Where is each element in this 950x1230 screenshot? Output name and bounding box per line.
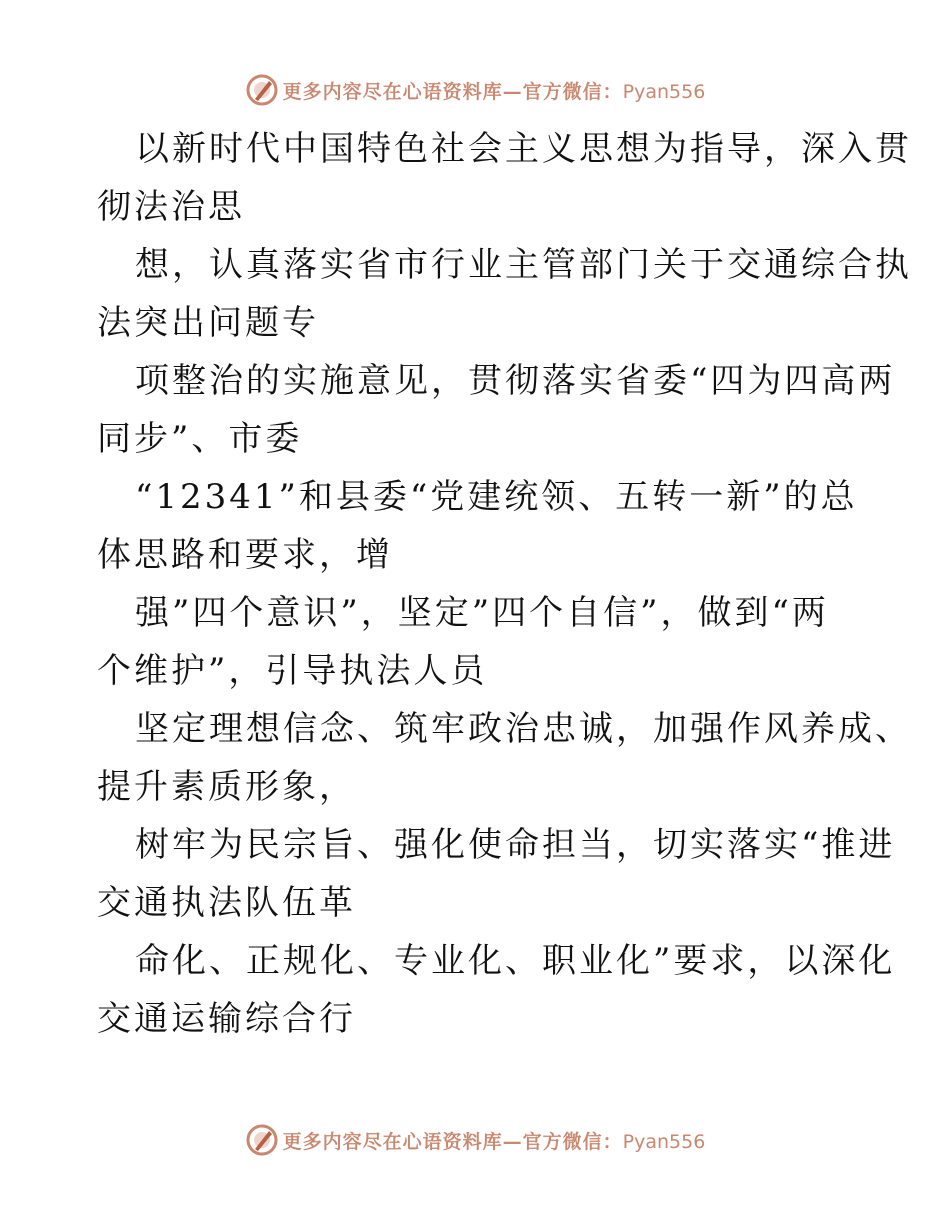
body-line: 以新时代中国特色社会主义思想为指导，深入贯 [135,129,912,169]
watermark-text: 更多内容尽在心语资料库—官方微信： [282,1130,623,1153]
document-body [97,120,912,1048]
watermark-text: 更多内容尽在心语资料库—官方微信： [282,80,623,103]
body-line: “12341”和县委“党建统领、五转一新”的总 [135,477,858,517]
quill-circle-icon [245,73,279,107]
body-line: 彻法治思 [97,187,245,227]
body-line: 项整治的实施意见，贯彻落实省委“四为四高两 [135,361,896,401]
watermark-id: Pyan556 [622,80,706,103]
body-line: 坚定理想信念、筑牢政治忠诚，加强作风养成、 [135,709,912,749]
body-line: 交通执法队伍革 [97,883,356,923]
header-watermark [0,70,950,110]
body-line: 提升素质形象， [97,767,356,807]
body-line: 树牢为民宗旨、强化使命担当，切实落实“推进 [135,825,896,865]
body-line: 个维护”，引导执法人员 [97,651,488,691]
body-line: 想，认真落实省市行业主管部门关于交通综合执 [135,245,912,285]
body-line: 法突出问题专 [97,303,319,343]
watermark-id: Pyan556 [622,1130,706,1153]
body-line: 强”四个意识”，坚定”四个自信”，做到“两 [135,593,829,633]
body-line: 同步”、市委 [97,419,303,459]
body-line: 交通运输综合行 [97,999,356,1039]
body-line: 体思路和要求，增 [97,535,393,575]
footer-watermark [0,1120,950,1160]
body-line: 命化、正规化、专业化、职业化”要求，以深化 [135,941,896,981]
quill-circle-icon [245,1123,279,1157]
